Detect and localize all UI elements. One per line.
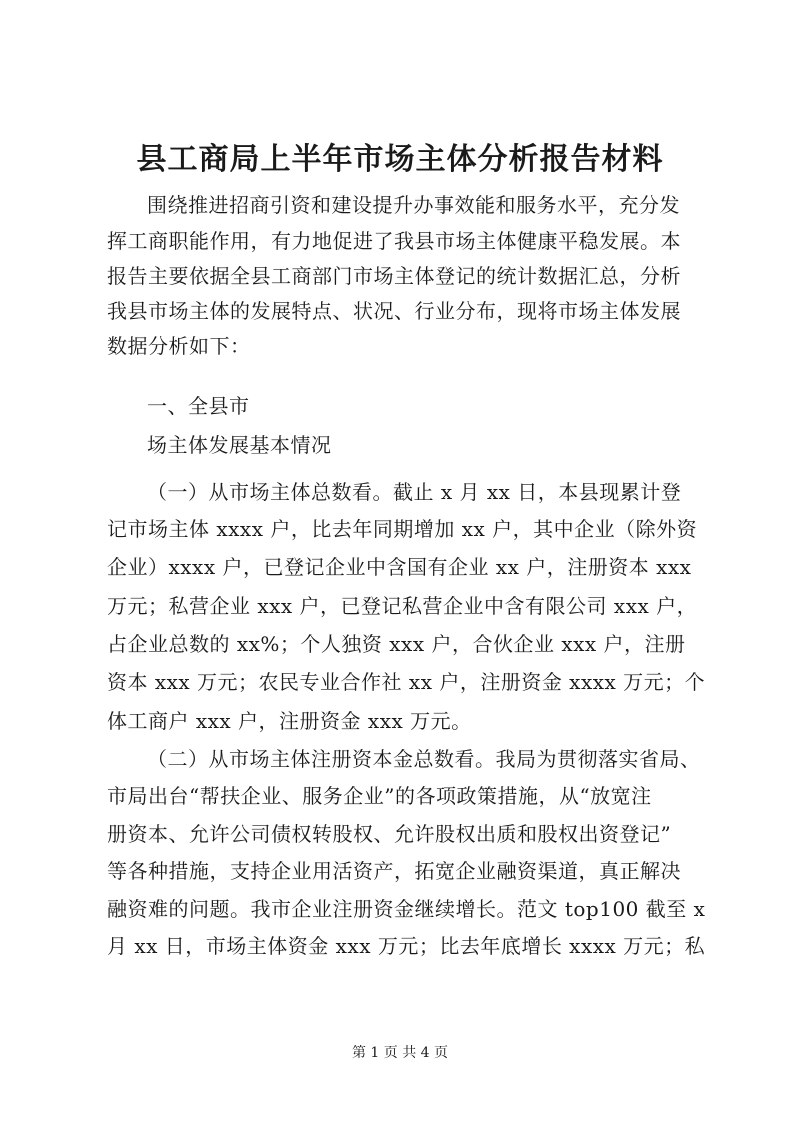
paragraph-line: 册资本、允许公司债权转股权、允许股权出质和股权出资登记”: [107, 822, 672, 846]
paragraph-line: 数据分析如下：: [107, 334, 251, 358]
paragraph-line: 万元；私营企业 xxx 户，已登记私营企业中含有限公司 xxx 户，: [107, 594, 698, 618]
paragraph-line: 体工商户 xxx 户，注册资金 xxx 万元。: [107, 709, 472, 733]
paragraph-line: 记市场主体 xxxx 户，比去年同期增加 xx 户，其中企业（除外资: [107, 517, 698, 541]
paragraph-line: （二）从市场主体注册资本金总数看。我局为贯彻落实省局、: [147, 747, 701, 771]
paragraph-line: 市局出台“帮扶企业、服务企业”的各项政策措施，从“放宽注: [107, 784, 652, 808]
paragraph-line: 我县市场主体的发展特点、状况、行业分布，现将市场主体发展: [107, 299, 681, 323]
paragraph-line: 资本 xxx 万元；农民专业合作社 xx 户，注册资金 xxxx 万元；个: [107, 670, 706, 694]
section-heading: 一、全县市: [147, 394, 250, 418]
paragraph-line: 等各种措施，支持企业用活资产，拓宽企业融资渠道，真正解决: [107, 859, 681, 883]
paragraph-line: 融资难的问题。我市企业注册资金继续增长。范文 top100 截至 x: [107, 897, 706, 921]
paragraph-line: 企业）xxxx 户，已登记企业中含国有企业 xx 户，注册资本 xxx: [107, 555, 692, 579]
page-footer: 第 1 页 共 4 页: [351, 1045, 449, 1061]
paragraph-line: 围绕推进招商引资和建设提升办事效能和服务水平，充分发: [147, 193, 680, 217]
paragraph-line: 占企业总数的 xx%；个人独资 xxx 户，合伙企业 xxx 户，注册: [107, 632, 686, 656]
paragraph-line: 挥工商职能作用，有力地促进了我县市场主体健康平稳发展。本: [107, 229, 681, 253]
paragraph-line: （一）从市场主体总数看。截止 x 月 xx 日，本县现累计登: [147, 480, 682, 504]
paragraph-line: 月 xx 日，市场主体资金 xxx 万元；比去年底增长 xxxx 万元；私: [107, 934, 706, 958]
section-heading: 场主体发展基本情况: [147, 433, 332, 457]
paragraph-line: 报告主要依据全县工商部门市场主体登记的统计数据汇总，分析: [107, 264, 681, 288]
document-title: 县工商局上半年市场主体分析报告材料: [136, 142, 664, 177]
